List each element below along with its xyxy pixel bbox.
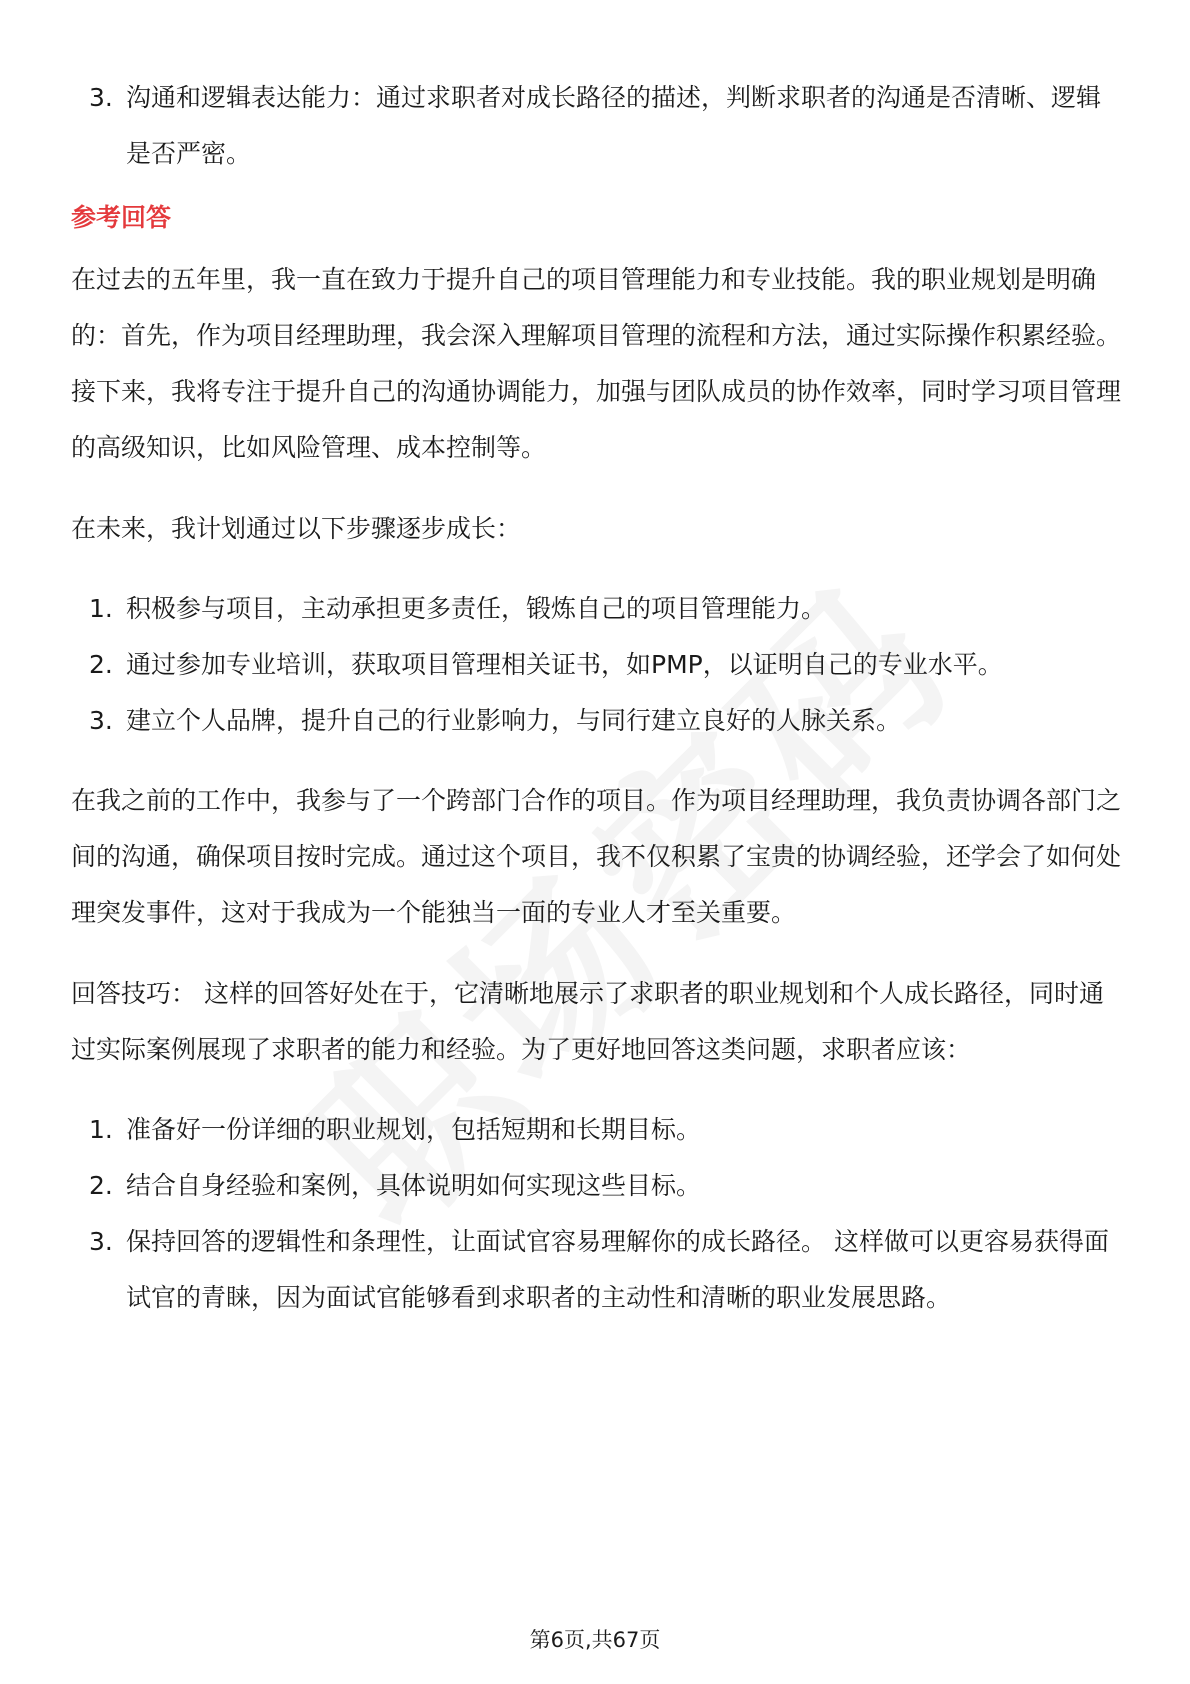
list-item: [71, 70, 1121, 182]
criteria-list: [71, 70, 1121, 182]
section-title-reference: 参考回答: [71, 203, 172, 232]
list-text: 建立个人品牌，提升自己的行业影响力，与同行建立良好的人脉关系。: [126, 706, 902, 735]
list-text: 结合自身经验和案例，具体说明如何实现这些目标。: [126, 1171, 702, 1200]
paragraph: 回答技巧： 这样的回答好处在于，它清晰地展示了求职者的职业规划和个人成长路径，同时通过实际案例展现了求职者的能力和经验。为了更好地回答这类问题，求职者应该：: [71, 979, 1104, 1064]
list-item: [71, 693, 1121, 749]
list-text: 准备好一份详细的职业规划，包括短期和长期目标。: [126, 1115, 702, 1144]
list-item: [71, 1102, 1121, 1158]
tips-list: [71, 1102, 1121, 1326]
list-number: 3.: [89, 1227, 113, 1256]
list-item: [71, 1158, 1121, 1214]
list-text: 保持回答的逻辑性和条理性，让面试官容易理解你的成长路径。 这样做可以更容易获得面试官的青睐，因为面试官能够看到求职者的主动性和清晰的职业发展思路。: [126, 1227, 1109, 1312]
list-text: 通过参加专业培训，获取项目管理相关证书，如PMP，以证明自己的专业水平。: [126, 650, 1003, 679]
list-text: 沟通和逻辑表达能力：通过求职者对成长路径的描述，判断求职者的沟通是否清晰、逻辑是否严密。: [126, 83, 1102, 168]
paragraph: 在我之前的工作中，我参与了一个跨部门合作的项目。作为项目经理助理，我负责协调各部门之间的沟通，确保项目按时完成。通过这个项目，我不仅积累了宝贵的协调经验，还学会了如何处理突发事件，这对于我成为一个能独当一面的专业人才至关重要。: [71, 786, 1122, 927]
list-text: 积极参与项目，主动承担更多责任，锻炼自己的项目管理能力。: [126, 594, 827, 623]
page-number-footer: 第6页,共67页: [529, 1628, 661, 1652]
paragraph: 在过去的五年里，我一直在致力于提升自己的项目管理能力和专业技能。我的职业规划是明确的：首先，作为项目经理助理，我会深入理解项目管理的流程和方法，通过实际操作积累经验。接下来，我将专注于提升自己的沟通协调能力，加强与团队成员的协作效率，同时学习项目管理的高级知识，比如风险管理、成本控制等。: [71, 265, 1122, 462]
list-number: 2.: [89, 650, 113, 679]
list-number: 2.: [89, 1171, 113, 1200]
list-number: 3.: [89, 83, 113, 112]
paragraph: 在未来，我计划通过以下步骤逐步成长：: [71, 514, 522, 543]
list-number: 3.: [89, 706, 113, 735]
list-number: 1.: [89, 594, 113, 623]
steps-list: [71, 581, 1121, 749]
page-content: [71, 70, 1121, 1326]
list-item: [71, 581, 1121, 637]
list-number: 1.: [89, 1115, 113, 1144]
list-item: [71, 1214, 1121, 1326]
list-item: [71, 637, 1121, 693]
